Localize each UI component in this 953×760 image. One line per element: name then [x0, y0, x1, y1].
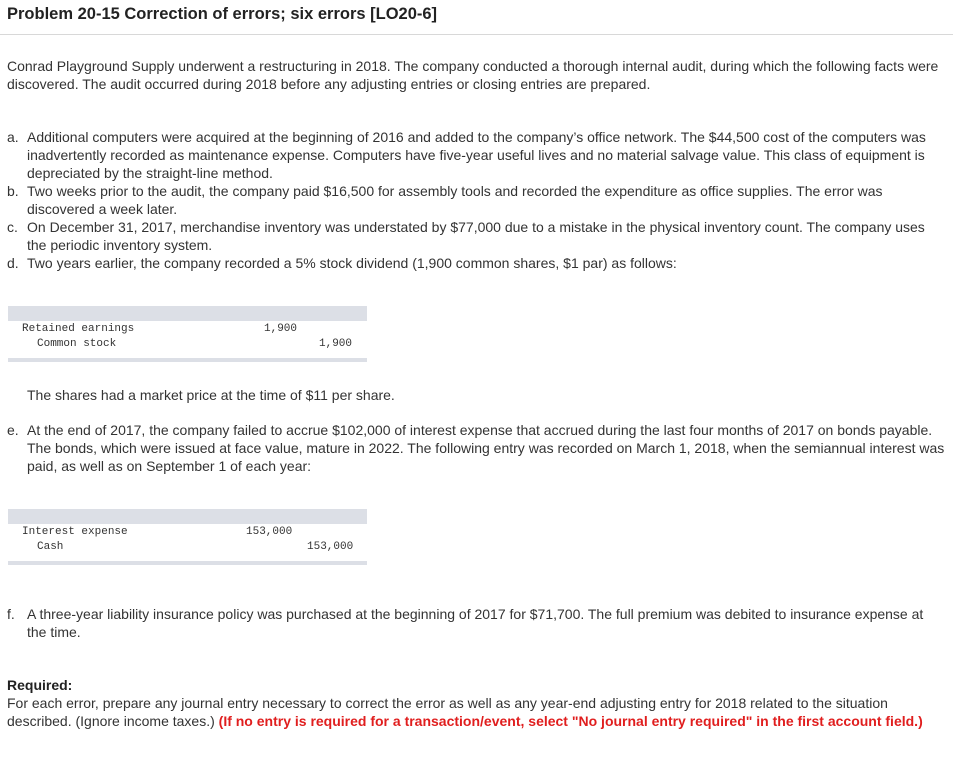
table-header-band [8, 306, 367, 321]
table-bottom-rule [8, 358, 367, 362]
market-price-text: The shares had a market price at the time of $11 per share. [27, 387, 395, 403]
list-item-f [7, 605, 945, 641]
journal-entry-interest [8, 509, 367, 565]
item-marker: d. [7, 255, 19, 271]
table-bottom-rule [8, 561, 367, 565]
list-item-d [7, 254, 945, 272]
credit-amount: 1,900 [319, 338, 353, 350]
journal-entry-stock-dividend [8, 306, 367, 362]
debit-account: Retained earnings [22, 323, 135, 335]
item-text: Two weeks prior to the audit, the company paid $16,500 for assembly tools and recorded the expenditure as office supplies. The error was discovered a week later. [27, 183, 883, 217]
credit-account: Cash [37, 541, 64, 553]
item-marker: e. [7, 422, 19, 438]
error-list-f [7, 605, 945, 641]
debit-amount: 1,900 [264, 323, 298, 335]
item-marker: f. [7, 606, 15, 622]
problem-title: Problem 20-15 Correction of errors; six errors [LO20-6] [7, 5, 438, 23]
list-item-c [7, 218, 945, 254]
item-text: On December 31, 2017, merchandise inventory was understated by $77,000 due to a mistake in the physical inventory count. The company uses the periodic inventory system. [27, 219, 925, 253]
error-list-a-d [7, 128, 945, 272]
required-instructions [7, 694, 947, 730]
title-divider [0, 34, 953, 35]
item-text: At the end of 2017, the company failed to accrue $102,000 of interest expense that accrued during the last four months of 2017 on bonds payable. The bonds, which were issued at face value, mature in 2022. The following entry was recorded on March 1, 2018, when the semiannual interest was paid, as well as on September 1 of each year: [27, 422, 945, 474]
item-text: A three-year liability insurance policy was purchased at the beginning of 2017 for $71,700. The full premium was debited to insurance expense at the time. [27, 606, 924, 640]
required-label: Required: [7, 677, 73, 693]
debit-amount: 153,000 [246, 526, 293, 538]
list-item-a [7, 128, 945, 182]
item-text: Two years earlier, the company recorded a 5% stock dividend (1,900 common shares, $1 par) as follows: [27, 255, 677, 271]
list-item-e [7, 421, 945, 475]
error-list-e [7, 421, 945, 475]
credit-amount: 153,000 [307, 541, 354, 553]
required-note: (If no entry is required for a transaction/event, select "No journal entry required" in the first account field.) [218, 713, 923, 729]
item-marker: b. [7, 183, 19, 199]
debit-account: Interest expense [22, 526, 128, 538]
item-marker: c. [7, 219, 18, 235]
item-marker: a. [7, 129, 19, 145]
credit-account: Common stock [37, 338, 117, 350]
table-header-band [8, 509, 367, 524]
required-text: For each error, prepare any journal entry necessary to correct the error as well as any year-end adjusting entry for 2018 related to the situation described. (Ignore income taxes.) [7, 695, 888, 729]
list-item-b [7, 182, 945, 218]
item-text: Additional computers were acquired at the beginning of 2016 and added to the company’s office network. The $44,500 cost of the computers was inadvertently recorded as maintenance expense. Computers have five-year useful lives and no material salvage value. This class of equipment is depreciated by the straight-line method. [27, 129, 926, 181]
intro-paragraph: Conrad Playground Supply underwent a restructuring in 2018. The company conducted a thorough internal audit, during which the following facts were discovered. The audit occurred during 2018 before any adjusting entries or closing entries are prepared. [7, 58, 939, 92]
